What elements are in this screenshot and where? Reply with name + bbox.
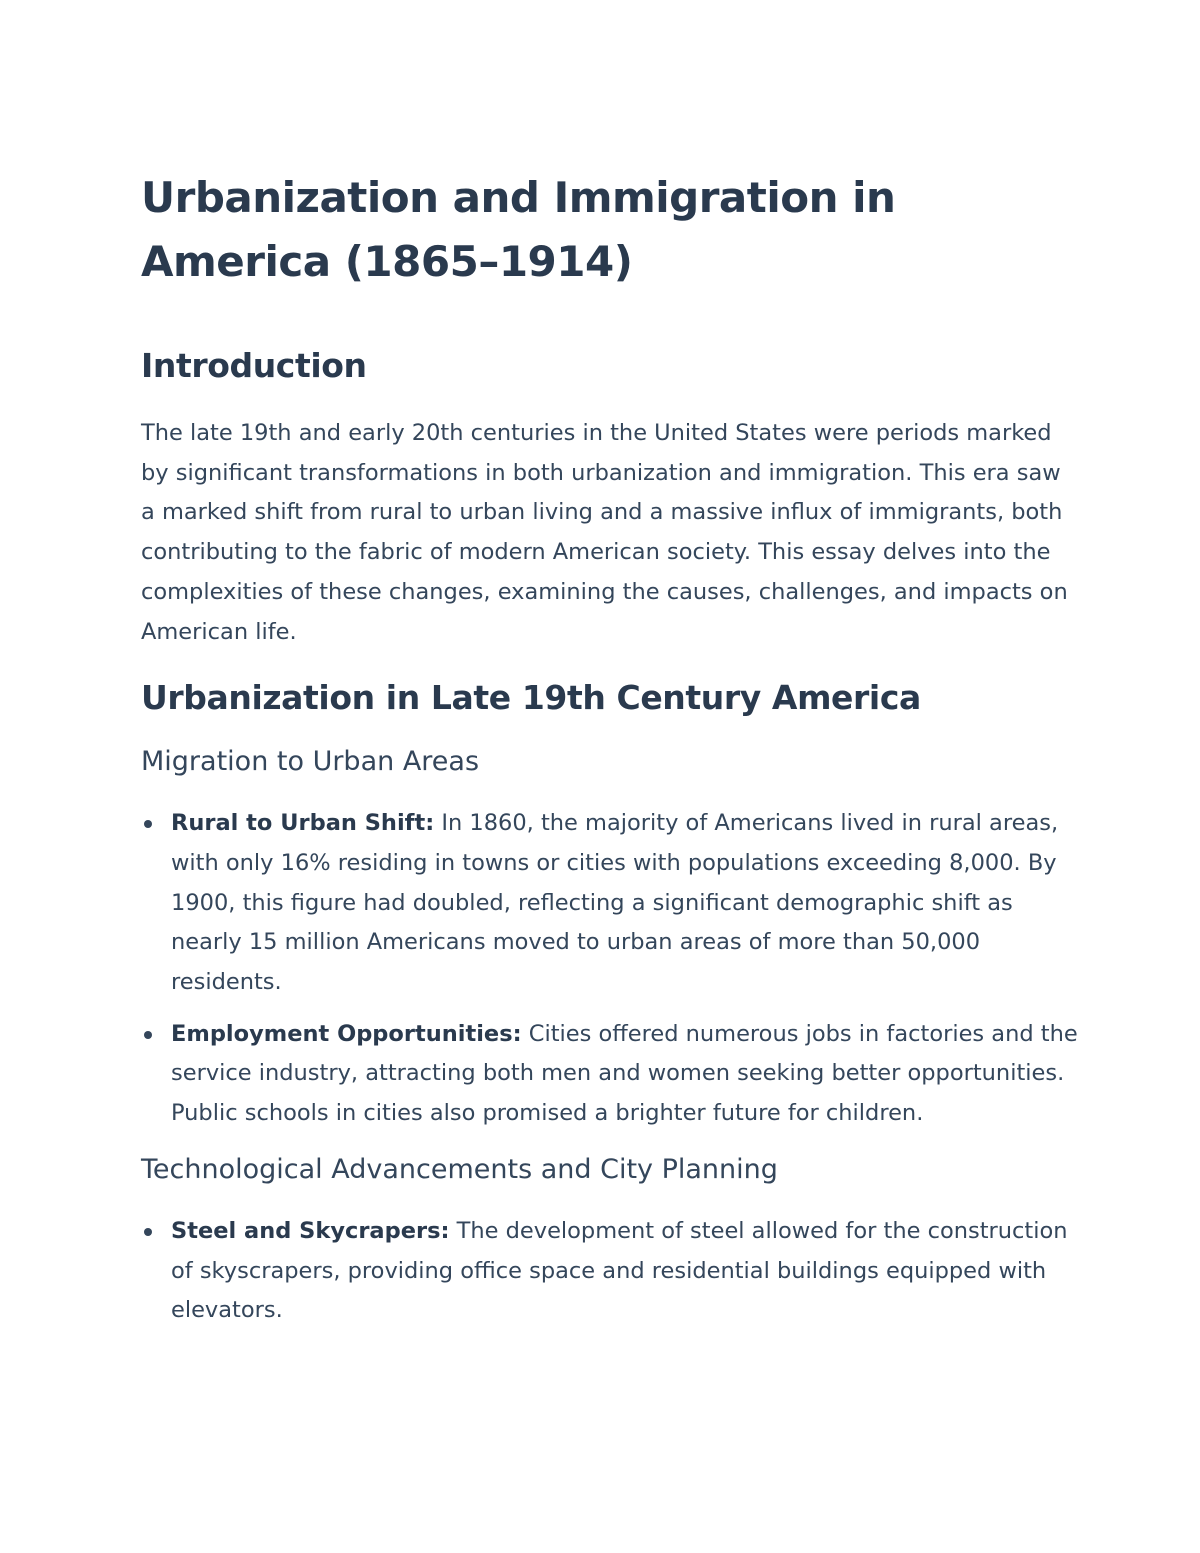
bullet-term: Employment Opportunities: xyxy=(171,1020,522,1047)
urbanization-heading: Urbanization in Late 19th Century America xyxy=(141,678,921,718)
technology-subheading: Technological Advancements and City Planning xyxy=(141,1153,778,1185)
introduction-heading: Introduction xyxy=(141,346,367,385)
bullet-text: In 1860, the majority of Americans lived in rural areas, with only 16% residing in towns or cities with populations exceeding 8,000. By 1900, this figure had doubled, reflecting a significant demographic shift as nearly 15 million Americans moved to urban areas of more than 50,000 residents. xyxy=(171,810,1059,996)
list-item xyxy=(141,804,1080,1003)
list-item xyxy=(141,1212,1080,1331)
bullet-dot-icon xyxy=(144,820,152,828)
bullet-term: Steel and Skycrapers: xyxy=(171,1217,450,1244)
introduction-paragraph: The late 19th and early 20th centuries in the United States were periods marked by significant transformations in both urbanization and immigration. This era saw a marked shift from rural to urban living and a massive influx of immigrants, both contributing to the fabric of modern American society. This essay delves into the complexities of these changes, examining the causes, challenges, and impacts on American life. xyxy=(141,420,1068,645)
bullet-text: The development of steel allowed for the construction of skyscrapers, providing office space and residential buildings equipped with elevators. xyxy=(171,1217,1068,1324)
list-item xyxy=(141,1015,1080,1134)
migration-bullet-list xyxy=(141,804,1080,1134)
bullet-term: Rural to Urban Shift: xyxy=(171,810,435,837)
bullet-text: Cities offered numerous jobs in factories and the service industry, attracting both men and women seeking better opportunities. Public schools in cities also promised a brighter future for children. xyxy=(171,1020,1078,1127)
migration-subheading: Migration to Urban Areas xyxy=(141,746,480,778)
technology-bullet-list xyxy=(141,1212,1080,1331)
bullet-dot-icon xyxy=(144,1031,152,1039)
bullet-dot-icon xyxy=(144,1228,152,1236)
document-title: Urbanization and Immigration in America (1865–1914) xyxy=(141,173,896,286)
